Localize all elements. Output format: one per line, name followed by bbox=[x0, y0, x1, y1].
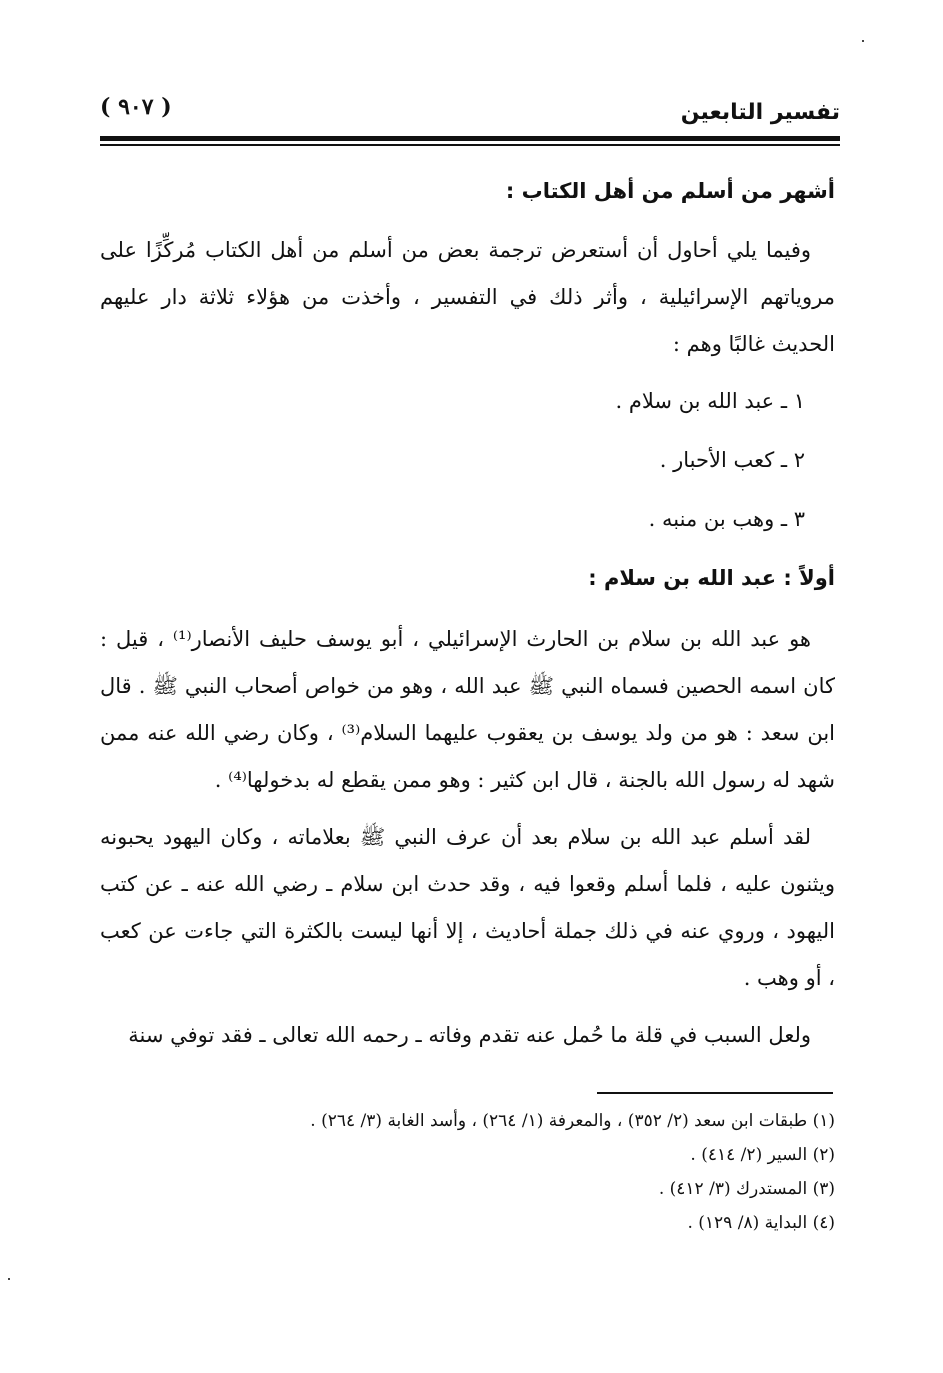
conversion-paragraph: لقد أسلم عبد الله بن سلام بعد أن عرف النبي ﷺ بعلاماته ، وكان اليهود يحبونه ويثنون عليه ، فلما أسلم وقعوا فيه ، وقد حدث ابن سلام ـ رضي الله عنه ـ عن كتب اليهود ، وروي عنه في ذلك جملة أحاديث ، إلا أنها ليست بالكثرة التي جاءت عن كعب ، أو وهب . bbox=[100, 825, 835, 990]
closing-paragraph: ولعل السبب في قلة ما حُمل عنه تقدم وفاته ـ رحمه الله تعالى ـ فقد توفي سنة bbox=[128, 1023, 811, 1047]
scan-speck bbox=[862, 40, 864, 42]
header-rule-thin bbox=[100, 144, 840, 146]
page-number: ( ٩٠٧ ) bbox=[100, 94, 172, 120]
list-item: ٢ ـ كعب الأحبار . bbox=[659, 448, 805, 472]
footnote-separator bbox=[597, 1092, 833, 1094]
subsection-heading: أولاً : عبد الله بن سلام : bbox=[588, 566, 835, 590]
main-text bbox=[100, 168, 835, 1069]
footnote-item: (٣) المستدرك (٣/ ٤١٢) . bbox=[658, 1179, 835, 1199]
footnote-item: (١) طبقات ابن سعد (٢/ ٣٥٢) ، والمعرفة (١/ ٢٦٤) ، وأسد الغابة (٣/ ٢٦٤) . bbox=[310, 1111, 835, 1131]
intro-paragraph: وفيما يلي أحاول أن أستعرض ترجمة بعض من أسلم من أهل الكتاب مُركِّزًا على مروياتهم الإسرائيلية ، وأثر ذلك في التفسير ، وأخذت من هؤلاء ثلاثة دار عليهم الحديث غالبًا وهم : bbox=[100, 238, 835, 356]
list-item: ١ ـ عبد الله بن سلام . bbox=[615, 389, 805, 413]
header-rule bbox=[100, 136, 840, 141]
footnote-item: (٢) السير (٢/ ٤١٤) . bbox=[690, 1145, 835, 1165]
section-heading: أشهر من أسلم من أهل الكتاب : bbox=[505, 179, 835, 203]
biography-paragraph: هو عبد الله بن سلام بن الحارث الإسرائيلي ، أبو يوسف حليف الأنصار⁽¹⁾ ، قيل : كان اسمه الحصين فسماه النبي ﷺ عبد الله ، وهو من خواص أصحاب النبي ﷺ . قال ابن سعد : هو من ولد يوسف بن يعقوب عليهما السلام⁽³⁾ ، وكان رضي الله عنه ممن شهد له رسول الله بالجنة ، قال ابن كثير : وهو ممن يقطع له بدخولها⁽⁴⁾ . bbox=[100, 627, 835, 792]
running-title: تفسير التابعين bbox=[680, 100, 840, 125]
footnote-item: (٤) البداية (٨/ ١٢٩) . bbox=[687, 1213, 835, 1233]
list-item: ٣ ـ وهب بن منبه . bbox=[648, 507, 805, 531]
scan-speck bbox=[8, 1278, 10, 1280]
page-header bbox=[100, 88, 840, 130]
footnotes bbox=[100, 1104, 835, 1240]
